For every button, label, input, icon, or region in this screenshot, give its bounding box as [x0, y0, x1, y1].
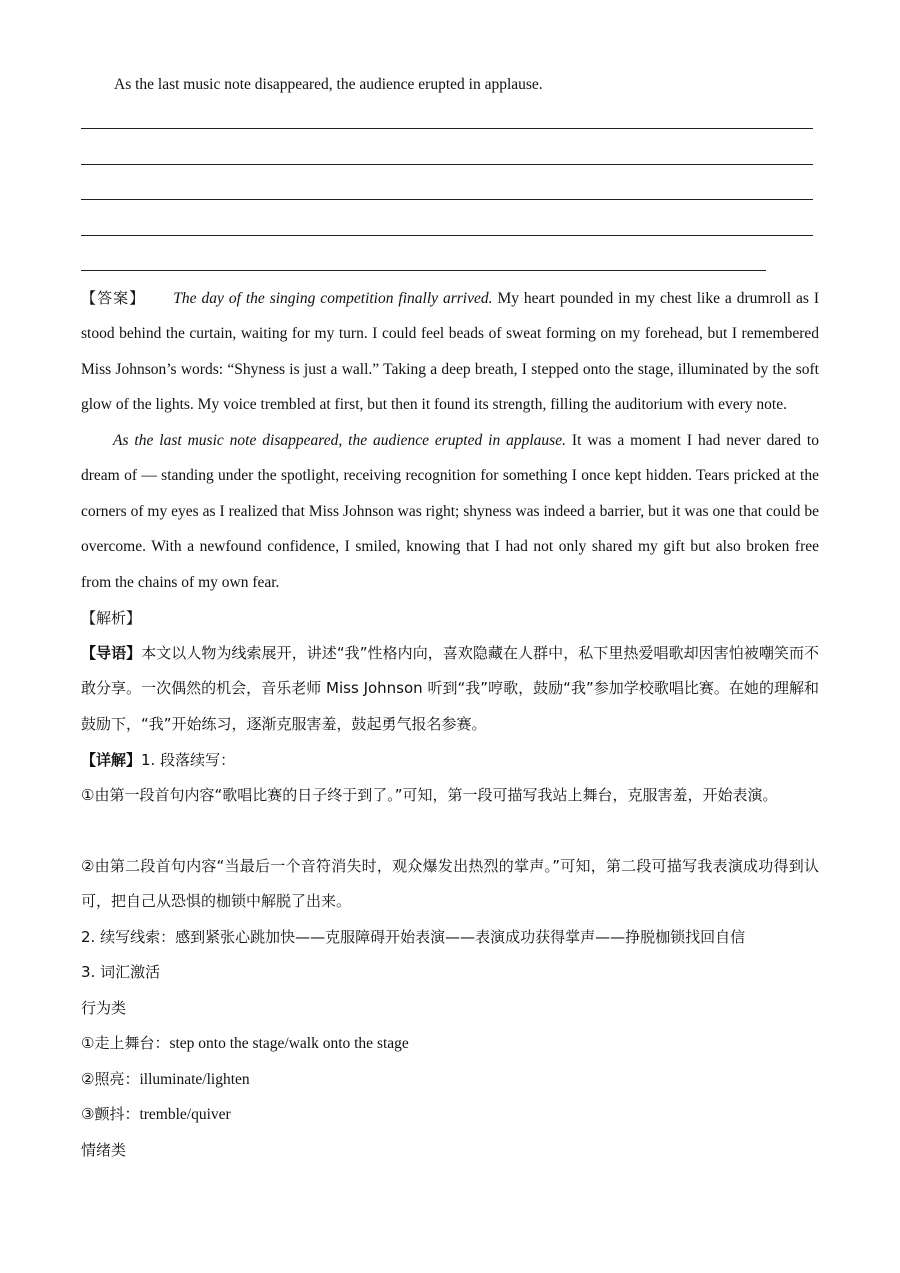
prompt-sentence: As the last music note disappeared, the audience erupted in applause. [114, 76, 543, 93]
writing-line [81, 164, 813, 165]
answer-p2-body: It was a moment I had never dared to dream of — standing under the spotlight, receiving recognition for something I once kept hidden. Tears pricked at the corners of my eyes as I realized that Miss Johnson was right; shyness was indeed a barrier, but it was one that could be overcome. With a newfound confidence, I smiled, knowing that I had not only shared my gift but also broken free from the chains of my own fear. [81, 432, 819, 591]
vocab-label: ③颤抖： [81, 1105, 140, 1123]
emotion-title: 情绪类 [81, 1141, 127, 1159]
vocab-value: tremble/quiver [139, 1106, 231, 1123]
detail-title: 1. 段落续写： [141, 751, 236, 769]
writing-line [81, 199, 813, 200]
guide-tag: 【导语】 [81, 644, 142, 662]
guide-paragraph [81, 636, 819, 742]
vocab-label: ①走上舞台： [81, 1034, 170, 1052]
vocab-item-2 [81, 1068, 250, 1089]
action-title: 行为类 [81, 999, 127, 1017]
vocab-value: illuminate/lighten [139, 1071, 250, 1088]
answer-p1-body: My heart pounded in my chest like a drumroll as I stood behind the curtain, waiting for my turn. I could feel beads of sweat forming on my forehead, but I remembered Miss Johnson’s words: “Shyness is just a wall.” Taking a deep breath, I stepped onto the stage, illuminated by the soft glow of the lights. My voice trembled at first, but then it found its strength, filling the auditorium with every note. [81, 290, 819, 414]
vocab-title: 3. 词汇激活 [81, 963, 161, 981]
writing-line [81, 235, 813, 236]
answer-p2-lead: As the last music note disappeared, the audience erupted in applause. [113, 432, 566, 449]
answer-p1-lead: The day of the singing competition finally arrived. [173, 290, 493, 307]
clue-line: 2. 续写线索：感到紧张心跳加快——克服障碍开始表演——表演成功获得掌声——挣脱枷锁找回自信 [81, 928, 746, 946]
point-1: ①由第一段首句内容“歌唱比赛的日子终于到了。”可知，第一段可描写我站上舞台，克服害羞，开始表演。 [81, 786, 778, 804]
vocab-label: ②照亮： [81, 1070, 140, 1088]
vocab-item-1 [81, 1032, 409, 1053]
analysis-tag: 【解析】 [81, 609, 142, 627]
answer-tag: 【答案】 [81, 289, 146, 307]
detail-heading [81, 749, 235, 770]
writing-line [81, 270, 766, 271]
answer-paragraph-2 [81, 423, 819, 600]
vocab-item-3 [81, 1103, 231, 1124]
guide-text: 本文以人物为线索展开，讲述“我”性格内向，喜欢隐藏在人群中，私下里热爱唱歌却因害怕被嘲笑而不敢分享。一次偶然的机会，音乐老师 Miss Johnson 听到“我”哼歌，鼓励“我”参加学校歌唱比赛。在她的理解和鼓励下，“我”开始练习，逐渐克服害羞，鼓起勇气报名参赛。 [81, 644, 819, 733]
point-2: ②由第二段首句内容“当最后一个音符消失时，观众爆发出热烈的掌声。”可知，第二段可描写我表演成功得到认可，把自己从恐惧的枷锁中解脱了出来。 [81, 857, 819, 911]
detail-tag: 【详解】 [81, 751, 142, 769]
writing-line [81, 128, 813, 129]
answer-paragraph-1 [81, 281, 819, 423]
vocab-value: step onto the stage/walk onto the stage [169, 1035, 409, 1052]
